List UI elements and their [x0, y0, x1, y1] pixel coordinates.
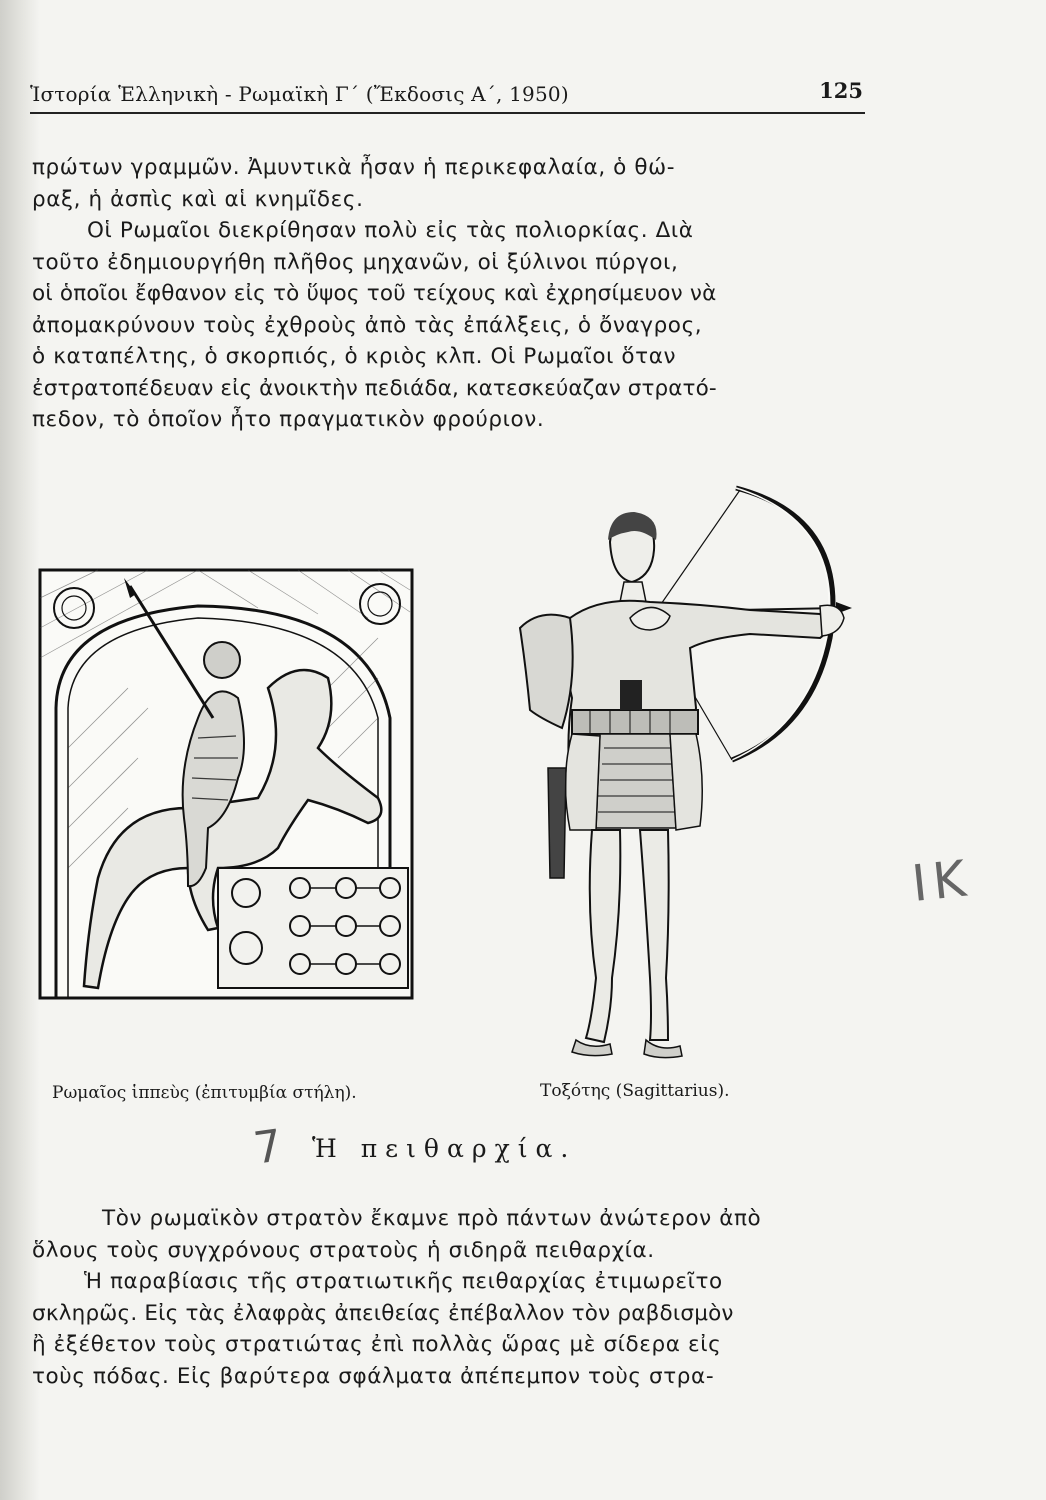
paragraph-siege — [32, 152, 872, 436]
horseman-stele-drawing — [38, 568, 414, 1000]
text-line: Τὸν ρωμαϊκὸν στρατὸν ἔκαμνε πρὸ πάντων ἀνώτερον ἀπὸ — [102, 1206, 762, 1231]
paragraph-discipline — [32, 1203, 872, 1392]
running-header — [30, 78, 865, 108]
page-number: 125 — [819, 78, 863, 103]
text-line: Ἡ παραβίασις τῆς στρατιωτικῆς πειθαρχίας ἐτιμωρεῖτο — [84, 1269, 723, 1294]
archer-caption: Τοξότης (Sagittarius). — [540, 1081, 730, 1101]
text-line: τοῦτο ἐδημιουργήθη πλῆθος μηχανῶν, οἱ ξύλινοι πύργοι, — [32, 249, 679, 275]
text-line: πρώτων γραμμῶν. Ἀμυντικὰ ἦσαν ἡ περικεφαλαία, ὁ θώ- — [32, 155, 676, 180]
horseman-caption: Ρωμαῖος ἱππεὺς (ἐπιτυμβία στήλη). — [52, 1083, 357, 1103]
text-line: οἱ ὁποῖοι ἔφθανον εἰς τὸ ὕψος τοῦ τείχους καὶ ἐχρησίμευον νὰ — [32, 281, 717, 306]
text-line: ὁ καταπέλτης, ὁ σκορπιός, ὁ κριὸς κλπ. Οἱ Ρωμαῖοι ὅταν — [32, 344, 677, 369]
pencil-section-mark: 7 — [250, 1120, 286, 1175]
archer-drawing — [500, 478, 870, 1068]
text-line: τοὺς πόδας. Εἰς βαρύτερα σφάλματα ἀπέπεμπον τοὺς στρα- — [32, 1363, 715, 1389]
text-line: ἀπομακρύνουν τοὺς ἐχθροὺς ἀπὸ τὰς ἐπάλξεις, ὁ ὄναγρος, — [32, 312, 703, 338]
text-line: ὅλους τοὺς συγχρόνους στρατοὺς ἡ σιδηρᾶ πειθαρχία. — [32, 1237, 655, 1263]
text-line: ραξ, ἡ ἀσπὶς καὶ αἱ κνημῖδες. — [32, 186, 364, 212]
pencil-margin-note: IK — [909, 849, 975, 913]
header-title: Ἱστορία Ἑλληνικὴ - Ρωμαϊκὴ Γ΄ (Ἔκδοσις Α΄, 1950) — [30, 82, 569, 106]
archer-illustration — [500, 478, 870, 1068]
header-rule — [30, 112, 865, 114]
text-line: ἢ ἐξέθετον τοὺς στρατιώτας ἐπὶ πολλὰς ὥρας μὲ σίδερα εἰς — [32, 1332, 722, 1357]
section-heading: Ἡ πειθαρχία. — [312, 1134, 577, 1163]
roman-horseman-illustration — [38, 568, 414, 1000]
text-line: ἐστρατοπέδευαν εἰς ἀνοικτὴν πεδιάδα, κατεσκεύαζαν στρατό- — [32, 375, 717, 401]
text-line: σκληρῶς. Εἰς τὰς ἐλαφρὰς ἀπειθείας ἐπέβαλλον τὸν ραβδισμὸν — [32, 1300, 734, 1326]
text-line: πεδον, τὸ ὁποῖον ἦτο πραγματικὸν φρούριον. — [32, 407, 545, 432]
text-line: Οἱ Ρωμαῖοι διεκρίθησαν πολὺ εἰς τὰς πολιορκίας. Διὰ — [87, 218, 694, 243]
